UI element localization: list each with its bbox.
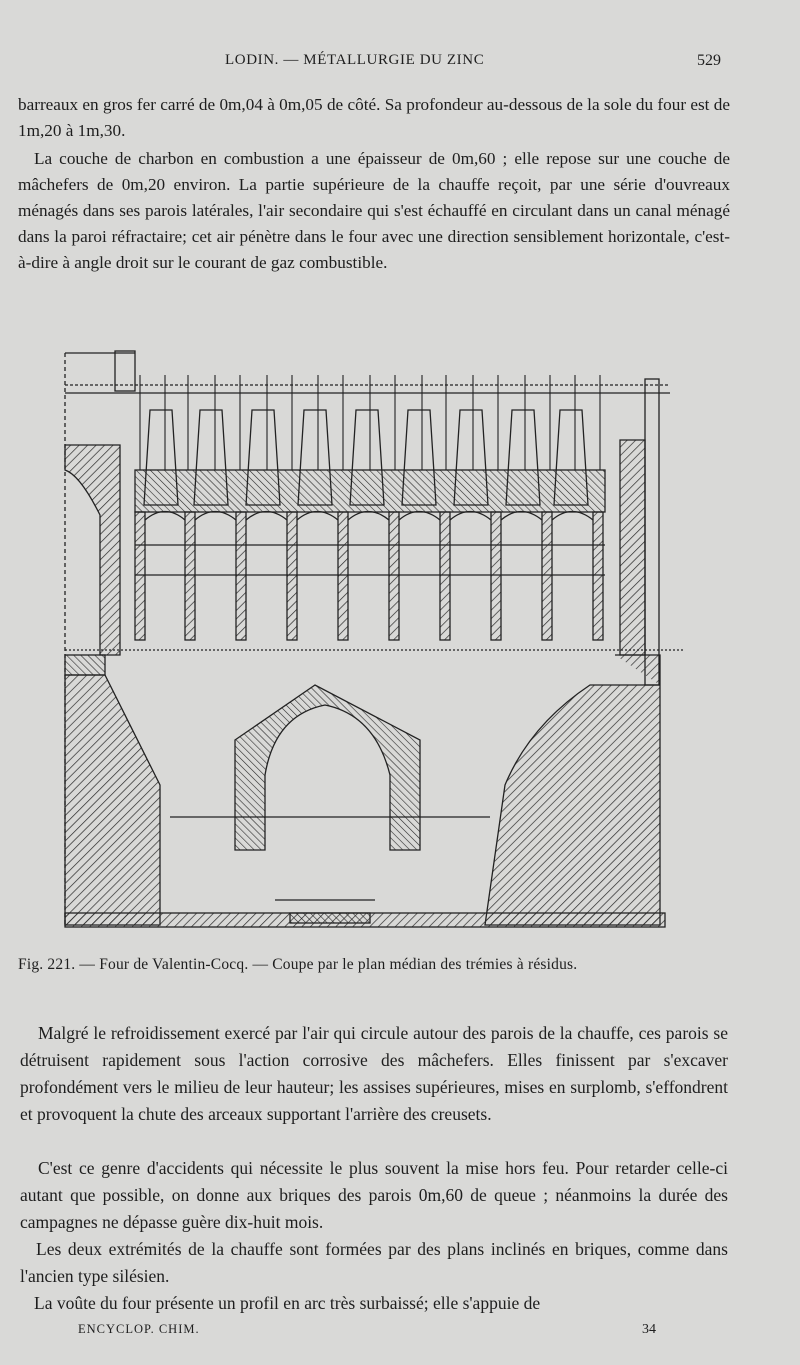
running-head: [0, 52, 800, 76]
footer-sheet-number: 34: [642, 1322, 656, 1337]
figure-caption: Fig. 221. — Four de Valentin-Cocq. — Coupe par le plan médian des trémies à résidus.: [18, 956, 578, 973]
page-footer: [0, 1322, 800, 1342]
paragraph-2: La couche de charbon en combustion a une épaisseur de 0m,60 ; elle repose sur une couche de mâchefers de 0m,20 environ. La partie supérieure de la chauffe reçoit, par une série d'ouvreaux ménagés dans ses parois latérales, l'air secondaire qui s'est échauffé en circulant dans un canal ménagé dans la paroi réfractaire; cet air pénètre dans le four avec une direction sensiblement horizontale, c'est-à-dire à angle droit sur le courant de gaz combustible.: [18, 149, 730, 272]
page-number: 529: [697, 52, 721, 69]
running-title: LODIN. — MÉTALLURGIE DU ZINC: [225, 52, 485, 68]
furnace-section-figure: [60, 345, 690, 935]
paragraph-6: La voûte du four présente un profil en arc très surbaissé; elle s'appuie de: [34, 1293, 541, 1313]
paragraph-5: Les deux extrémités de la chauffe sont formées par des plans inclinés en briques, comme dans l'ancien type silésien.: [20, 1239, 728, 1286]
footer-signature: ENCYCLOP. CHIM.: [78, 1322, 200, 1336]
paragraph-1: barreaux en gros fer carré de 0m,04 à 0m,05 de côté. Sa profondeur au-dessous de la sole du four est de 1m,20 à 1m,30.: [18, 95, 730, 140]
paragraph-4: C'est ce genre d'accidents qui nécessite le plus souvent la mise hors feu. Pour retarder celle-ci autant que possible, on donne aux briques des parois 0m,60 de queue ; néanmoins la durée des campagnes ne dépasse guère dix-huit mois.: [20, 1158, 728, 1232]
paragraph-3: Malgré le refroidissement exercé par l'air qui circule autour des parois de la chauffe, ces parois se détruisent rapidement sous l'action corrosive des mâchefers. Elles finissent par s'excaver profondément vers le milieu de leur hauteur; les assises supérieures, mises en surplomb, s'effondrent et provoquent la chute des arceaux supportant l'arrière des creusets.: [20, 1023, 728, 1124]
